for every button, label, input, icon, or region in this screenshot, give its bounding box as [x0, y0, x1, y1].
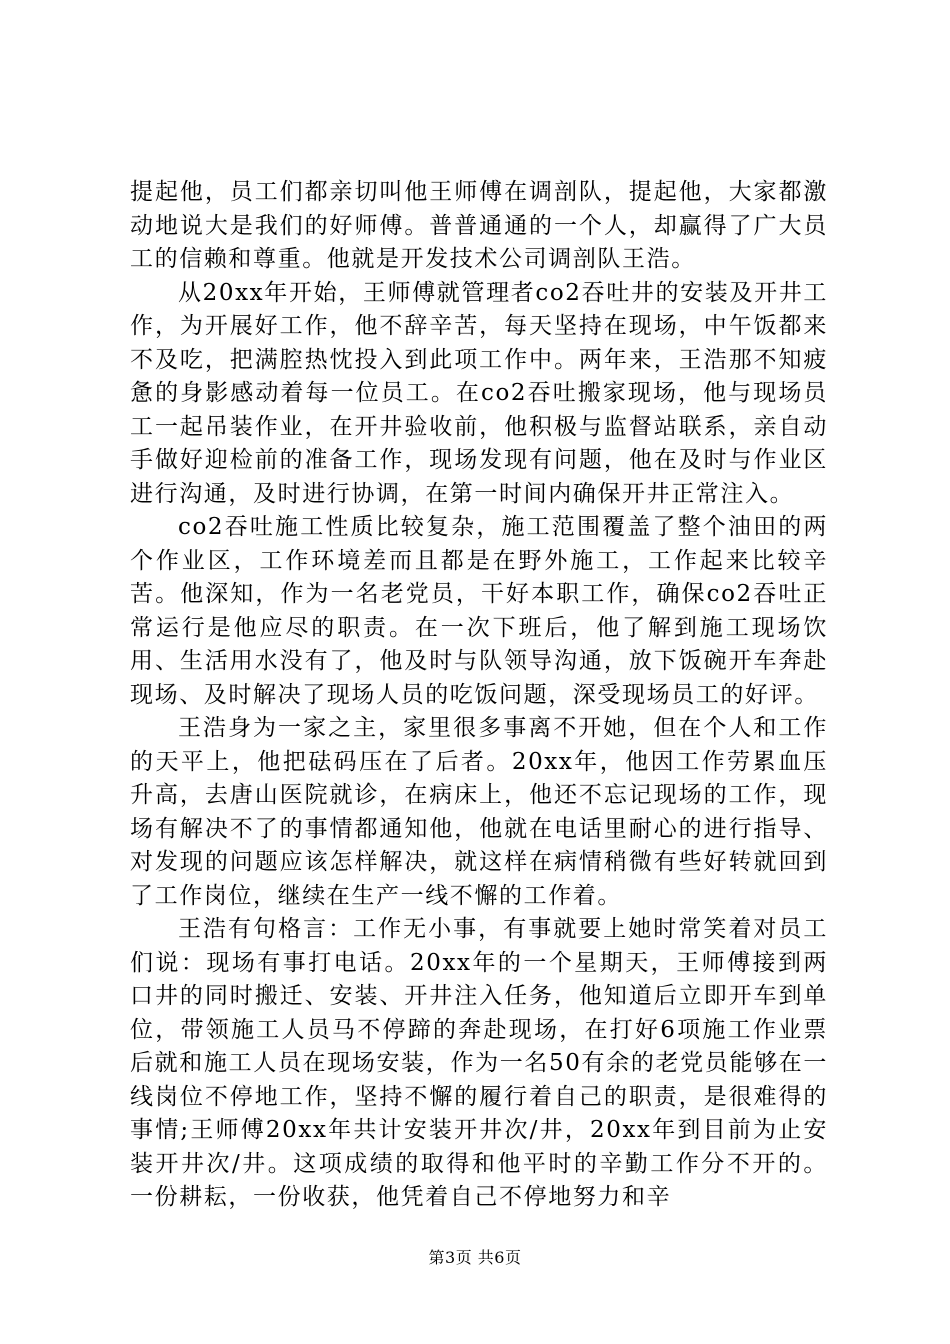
paragraph-3: co2吞吐施工性质比较复杂，施工范围覆盖了整个油田的两个作业区，工作环境差而且都是在野外施工，工作起来比较辛苦。他深知，作为一名老党员，干好本职工作，确保co2吞吐正常运行是他应尽的职责。在一次下班后，他了解到施工现场饮用、生活用水没有了，他及时与队领导沟通，放下饭碗开车奔赴现场、及时解决了现场人员的吃饭问题，深受现场员工的好评。 — [130, 514, 828, 708]
page-number-footer: 第3页 共6页 — [428, 1248, 522, 1267]
paragraph-5: 王浩有句格言：工作无小事，有事就要上她时常笑着对员工们说：现场有事打电话。20xx年的一个星期天，王师傅接到两口井的同时搬迁、安装、开井注入任务，他知道后立即开车到单位，带领施工人员马不停蹄的奔赴现场，在打好6项施工作业票后就和施工人员在现场安装，作为一名50有余的老党员能够在一线岗位不停地工作，坚持不懈的履行着自己的职责，是很难得的事情;王师傅20xx年共计安装开井次/井，20xx年到目前为止安装开井次/井。这项成绩的取得和他平时的辛勤工作分不开的。一份耕耘，一份收获，他凭着自己不停地努力和辛 — [130, 916, 828, 1210]
paragraph-2: 从20xx年开始，王师傅就管理者co2吞吐井的安装及开井工作，为开展好工作，他不辞辛苦，每天坚持在现场，中午饭都来不及吃，把满腔热忱投入到此项工作中。两年来，王浩那不知疲惫的身影感动着每一位员工。在co2吞吐搬家现场，他与现场员工一起吊装作业，在开井验收前，他积极与监督站联系，亲自动手做好迎检前的准备工作，现场发现有问题，他在及时与作业区进行沟通，及时进行协调，在第一时间内确保开井正常注入。 — [130, 279, 828, 507]
paragraph-1: 提起他，员工们都亲切叫他王师傅在调剖队，提起他，大家都激动地说大是我们的好师傅。普普通通的一个人，却赢得了广大员工的信赖和尊重。他就是开发技术公司调剖队王浩。 — [130, 179, 828, 272]
document-body — [130, 176, 828, 1215]
paragraph-4: 王浩身为一家之主，家里很多事离不开她，但在个人和工作的天平上，他把砝码压在了后者。20xx年，他因工作劳累血压升高，去唐山医院就诊，在病床上，他还不忘记现场的工作，现场有解决不了的事情都通知他，他就在电话里耐心的进行指导、对发现的问题应该怎样解决，就这样在病情稍微有些好转就回到了工作岗位，继续在生产一线不懈的工作着。 — [130, 715, 828, 909]
